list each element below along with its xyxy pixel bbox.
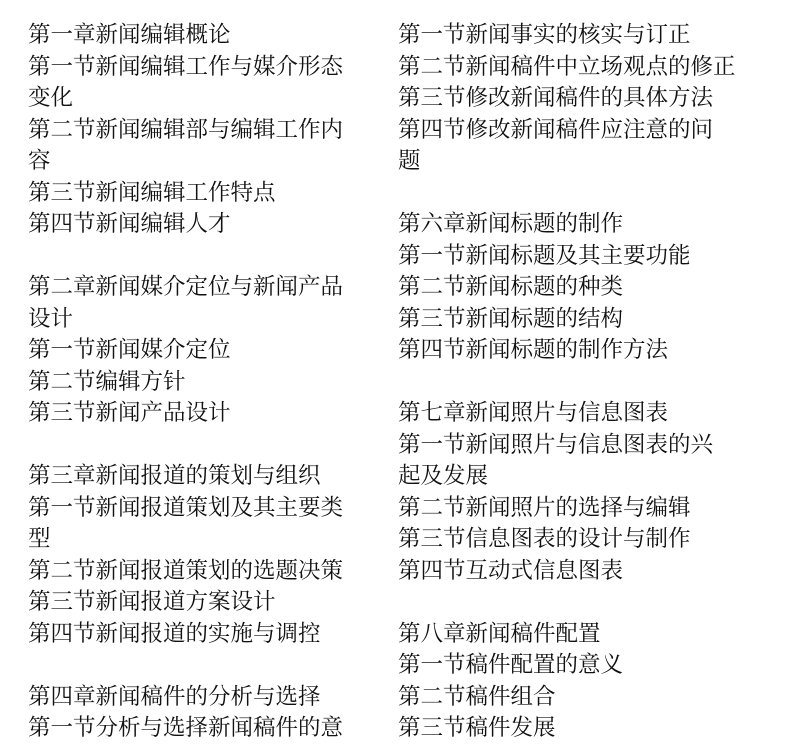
blank-line xyxy=(28,650,366,682)
toc-line: 第二节新闻报道策划的选题决策 xyxy=(28,557,344,584)
toc-line: 设计 xyxy=(28,305,74,332)
toc-line: 第三节稿件发展 xyxy=(398,715,556,741)
toc-line: 第三节修改新闻稿件的具体方法 xyxy=(398,85,714,111)
blank-line xyxy=(398,587,760,619)
toc-line: 第二节编辑方针 xyxy=(28,368,186,395)
toc-line: 第七章新闻照片与信息图表 xyxy=(398,400,669,426)
toc-line: 第四节新闻编辑人才 xyxy=(28,211,231,237)
toc-line: 第三节信息图表的设计与制作 xyxy=(398,526,691,552)
toc-line: 第三节新闻标题的结构 xyxy=(398,305,624,332)
blank-line xyxy=(28,241,366,273)
toc-line: 第一章新闻编辑概论 xyxy=(28,22,231,48)
toc-line: 第一节新闻标题及其主要功能 xyxy=(398,242,691,269)
right-column xyxy=(398,20,760,745)
blank-line xyxy=(398,178,760,210)
toc-line: 第四节新闻标题的制作方法 xyxy=(398,337,669,363)
toc-line: 第四节互动式信息图表 xyxy=(398,557,624,584)
toc-line: 第二节新闻照片的选择与编辑 xyxy=(398,494,691,521)
toc-line: 第一节新闻报道策划及其主要类 xyxy=(28,494,344,521)
toc-line: 容 xyxy=(28,148,51,174)
toc-line: 第三节新闻报道方案设计 xyxy=(28,589,276,615)
toc-line: 第一节新闻照片与信息图表的兴 xyxy=(398,431,714,458)
toc-line: 第一节稿件配置的意义 xyxy=(398,652,624,678)
toc-line: 第四节新闻报道的实施与调控 xyxy=(28,620,321,647)
toc-line: 第三章新闻报道的策划与组织 xyxy=(28,463,321,489)
toc-line: 型 xyxy=(28,526,51,552)
blank-line xyxy=(28,430,366,462)
toc-line: 起及发展 xyxy=(398,463,489,489)
left-column xyxy=(28,20,366,745)
toc-line: 第三节新闻编辑工作特点 xyxy=(28,179,276,206)
toc-line: 题 xyxy=(398,148,421,174)
toc-line: 变化 xyxy=(28,85,74,111)
toc-line: 第一节新闻编辑工作与媒介形态 xyxy=(28,53,344,80)
toc-line: 第六章新闻标题的制作 xyxy=(398,211,624,237)
toc-line: 第一节分析与选择新闻稿件的意 xyxy=(28,715,344,741)
toc-line: 第一节新闻事实的核实与订正 xyxy=(398,22,691,48)
blank-line xyxy=(398,367,760,399)
toc-line: 第三节新闻产品设计 xyxy=(28,400,231,426)
toc-line: 第四章新闻稿件的分析与选择 xyxy=(28,683,321,710)
toc-line: 第一节新闻媒介定位 xyxy=(28,337,231,363)
toc-line: 第二节稿件组合 xyxy=(398,683,556,710)
toc-line: 第二节新闻编辑部与编辑工作内 xyxy=(28,116,344,143)
toc-line: 第二章新闻媒介定位与新闻产品 xyxy=(28,274,344,300)
toc-line: 第二节新闻稿件中立场观点的修正 xyxy=(398,53,736,80)
toc-line: 第四节修改新闻稿件应注意的问 xyxy=(398,116,714,143)
toc-line: 第八章新闻稿件配置 xyxy=(398,620,601,647)
toc-line: 第二节新闻标题的种类 xyxy=(398,274,624,300)
